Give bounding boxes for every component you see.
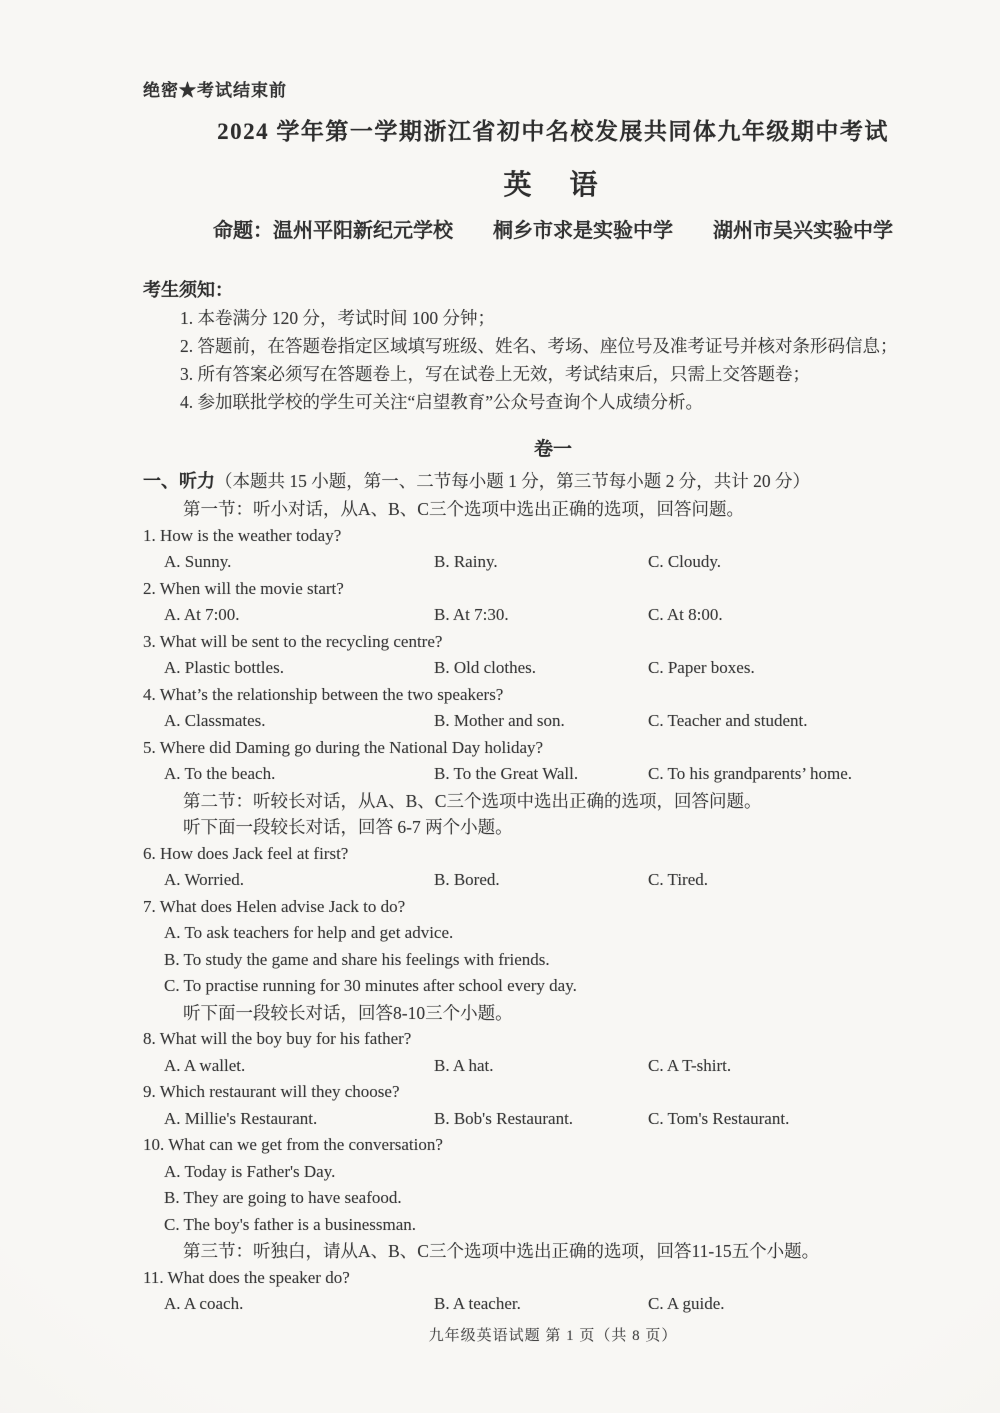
volume-one-heading: 卷一	[533, 439, 572, 460]
question-3-text: 3. What will be sent to the recycling centre?	[143, 631, 443, 651]
question-6-option-a: A. Worried.	[164, 870, 244, 889]
question-2-option-a: A. At 7:00.	[164, 605, 240, 624]
listening-section-heading	[143, 467, 963, 496]
question-1-text: 1. How is the weather today?	[143, 525, 342, 545]
question-2-option-b: B. At 7:30.	[434, 605, 509, 624]
question-8-option-a: A. A wallet.	[164, 1055, 246, 1075]
question-11-option-b: B. A teacher.	[434, 1294, 521, 1313]
setters-line: 命题：温州平阳新纪元学校 桐乡市求是实验中学 湖州市吴兴实验中学	[213, 220, 893, 242]
question-1-option-c: C. Cloudy.	[648, 552, 722, 571]
question-8	[143, 1026, 963, 1079]
question-6-text: 6. How does Jack feel at first?	[143, 843, 349, 863]
listening-section-label: 一、听力	[143, 471, 215, 491]
part1-intro: 第一节：听小对话，从A、B、C三个选项中选出正确的选项，回答问题。	[183, 499, 744, 519]
question-6-options	[143, 867, 963, 894]
notice-item-3: 3. 所有答案必须写在答题卷上，写在试卷上无效，考试结束后，只需上交答题卷；	[180, 364, 810, 384]
question-1	[143, 523, 963, 576]
question-4-option-b: B. Mother and son.	[434, 711, 565, 730]
question-5-options	[143, 761, 963, 788]
question-9-options	[143, 1106, 963, 1133]
question-4	[143, 682, 963, 735]
question-4-text: 4. What’s the relationship between the two speakers?	[143, 684, 504, 704]
question-9-option-a: A. Millie's Restaurant.	[164, 1108, 318, 1128]
question-1-option-b: B. Rainy.	[434, 552, 498, 571]
question-11-text: 11. What does the speaker do?	[143, 1267, 350, 1287]
question-5-option-c: C. To his grandparents’ home.	[648, 764, 853, 783]
question-4-options	[143, 708, 963, 735]
question-3-options	[143, 655, 963, 682]
question-10-option-a: A. Today is Father's Day.	[164, 1161, 336, 1181]
question-8-text: 8. What will the boy buy for his father?	[143, 1029, 412, 1048]
secrecy-label: 绝密★考试结束前	[143, 81, 287, 100]
question-9-option-b: B. Bob's Restaurant.	[434, 1108, 574, 1128]
question-10	[143, 1132, 963, 1238]
subject-title: 英 语	[503, 170, 603, 201]
question-7-option-c: C. To practise running for 30 minutes after school every day.	[164, 976, 577, 995]
exam-title: 2024 学年第一学期浙江省初中名校发展共同体九年级期中考试	[217, 119, 889, 144]
question-9-option-c: C. Tom's Restaurant.	[648, 1108, 790, 1128]
part3-intro: 第三节：听独白，请从A、B、C三个选项中选出正确的选项，回答11-15五个小题。	[183, 1241, 820, 1261]
notice-item-1: 1. 本卷满分 120 分，考试时间 100 分钟；	[180, 308, 495, 328]
question-4-option-a: A. Classmates.	[164, 711, 266, 730]
question-3-option-a: A. Plastic bottles.	[164, 658, 284, 677]
notice-section	[143, 276, 963, 416]
page-footer: 九年级英语试题 第 1 页（共 8 页）	[428, 1327, 678, 1344]
question-2	[143, 576, 963, 629]
question-7	[143, 894, 963, 1000]
question-10-text: 10. What can we get from the conversation?	[143, 1135, 443, 1154]
question-2-text: 2. When will the movie start?	[143, 578, 344, 598]
question-6-option-c: C. Tired.	[648, 870, 708, 889]
question-2-option-c: C. At 8:00.	[648, 605, 723, 624]
question-11-options	[143, 1291, 963, 1318]
question-5-option-b: B. To the Great Wall.	[434, 764, 579, 783]
notice-item-2: 2. 答题前，在答题卷指定区域填写班级、姓名、考场、座位号及准考证号并核对条形码信息；	[180, 336, 898, 356]
notice-heading: 考生须知：	[143, 280, 233, 300]
question-5-text: 5. Where did Daming go during the National Day holiday?	[143, 737, 544, 757]
question-8-option-b: B. A hat.	[434, 1055, 494, 1075]
question-8-options	[143, 1053, 963, 1080]
question-10-option-b: B. They are going to have seafood.	[164, 1188, 402, 1207]
question-6	[143, 841, 963, 894]
question-11	[143, 1265, 963, 1318]
question-8-option-c: C. A T-shirt.	[648, 1055, 732, 1075]
question-3-option-b: B. Old clothes.	[434, 658, 536, 677]
part2-intro: 第二节：听较长对话，从A、B、C三个选项中选出正确的选项，回答问题。	[183, 790, 762, 811]
question-2-options	[143, 602, 963, 629]
question-7-option-b: B. To study the game and share his feelings with friends.	[164, 949, 550, 969]
question-9-text: 9. Which restaurant will they choose?	[143, 1082, 400, 1101]
question-5	[143, 735, 963, 788]
listening-section-desc: （本题共 15 小题，第一、二节每小题 1 分，第三节每小题 2 分，共计 20 分）	[215, 471, 810, 491]
question-4-option-c: C. Teacher and student.	[648, 711, 808, 730]
question-11-option-a: A. A coach.	[164, 1294, 244, 1313]
question-1-option-a: A. Sunny.	[164, 552, 232, 571]
notice-item-4: 4. 参加联批学校的学生可关注“启望教育”公众号查询个人成绩分析。	[180, 392, 704, 412]
part2-note-8-10: 听下面一段较长对话，回答8-10三个小题。	[183, 1002, 513, 1023]
question-11-option-c: C. A guide.	[648, 1294, 725, 1313]
question-5-option-a: A. To the beach.	[164, 764, 276, 783]
question-1-options	[143, 549, 963, 576]
part2-note-6-7: 听下面一段较长对话，回答 6-7 两个小题。	[183, 817, 513, 837]
question-3-option-c: C. Paper boxes.	[648, 658, 755, 677]
question-6-option-b: B. Bored.	[434, 870, 500, 889]
question-10-option-c: C. The boy's father is a businessman.	[164, 1214, 417, 1234]
question-9	[143, 1079, 963, 1132]
question-7-text: 7. What does Helen advise Jack to do?	[143, 896, 406, 916]
question-3	[143, 629, 963, 682]
question-7-option-a: A. To ask teachers for help and get advice.	[164, 923, 454, 942]
